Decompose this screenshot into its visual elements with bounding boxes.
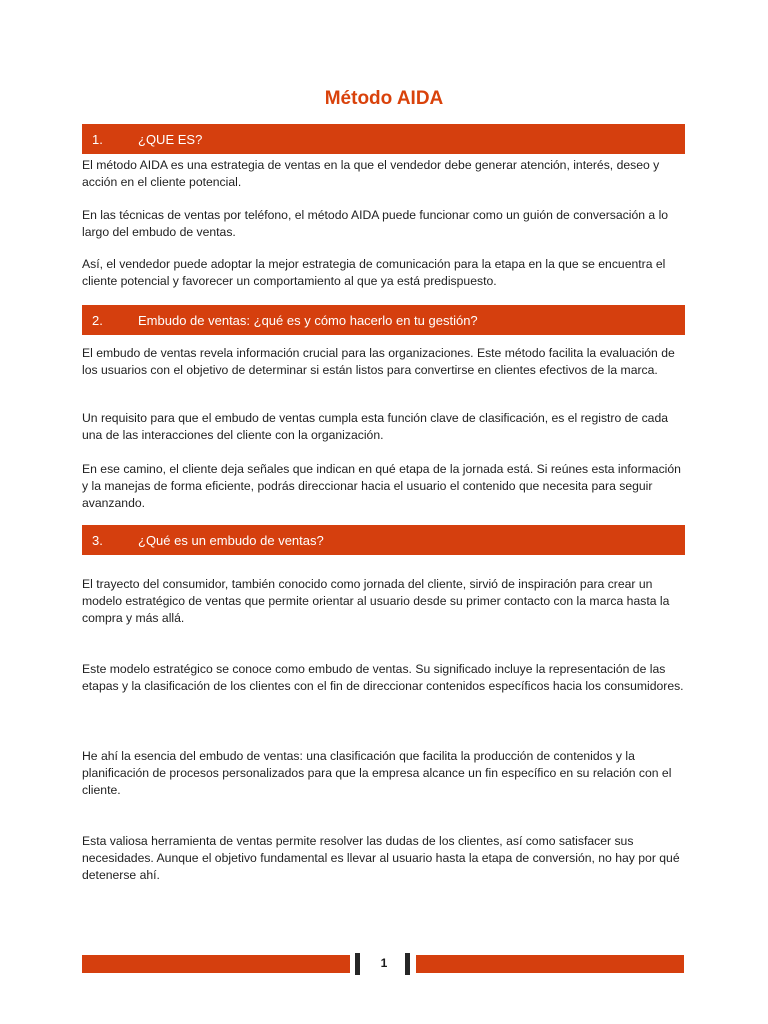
- paragraph: Esta valiosa herramienta de ventas permite resolver las dudas de los clientes, así como satisfacer sus necesidades. Aunque el objetivo fundamental es llevar al usuario hasta la etapa de conversión, no hay por qué detenerse ahí.: [82, 834, 680, 882]
- section-heading: Embudo de ventas: ¿qué es y cómo hacerlo en tu gestión?: [138, 312, 478, 328]
- paragraph: He ahí la esencia del embudo de ventas: una clasificación que facilita la producción de contenidos y la planificación de procesos personalizados para que la empresa alcance un fin específico en su relación con el cliente.: [82, 749, 672, 797]
- section-header-3: [82, 525, 685, 555]
- footer-divider-right: [405, 953, 410, 975]
- footer-divider-left: [355, 953, 360, 975]
- section-number: 2.: [92, 312, 103, 328]
- paragraph: Este modelo estratégico se conoce como embudo de ventas. Su significado incluye la representación de las etapas y la clasificación de los clientes con el fin de direccionar contenidos específicos hacia los consumidores.: [82, 662, 684, 693]
- paragraph: El embudo de ventas revela información crucial para las organizaciones. Este método facilita la evaluación de los usuarios con el objetivo de determinar si están listos para convertirse en clientes efectivos de la marca.: [82, 346, 675, 377]
- section-heading: ¿Qué es un embudo de ventas?: [138, 532, 324, 548]
- footer-bar-left: [82, 955, 350, 973]
- paragraph: En las técnicas de ventas por teléfono, el método AIDA puede funcionar como un guión de conversación a lo largo del embudo de ventas.: [82, 208, 669, 239]
- paragraph: En ese camino, el cliente deja señales que indican en qué etapa de la jornada está. Si reúnes esta información y la manejas de forma eficiente, podrás direccionar hacia el usuario el contenido que necesita para seguir avanzando.: [82, 462, 681, 510]
- section-heading: ¿QUE ES?: [138, 131, 203, 147]
- paragraph: El método AIDA es una estrategia de ventas en la que el vendedor debe generar atención, interés, deseo y acción en el cliente potencial.: [82, 158, 660, 189]
- paragraph: El trayecto del consumidor, también conocido como jornada del cliente, sirvió de inspiración para crear un modelo estratégico de ventas que permite orientar al usuario desde su primer contacto con la marca hasta la compra y más allá.: [82, 577, 670, 625]
- document-title: Método AIDA: [324, 88, 444, 109]
- section-number: 3.: [92, 532, 103, 548]
- paragraph: Un requisito para que el embudo de ventas cumpla esta función clave de clasificación, es el registro de cada una de las interacciones del cliente con la organización.: [82, 411, 669, 442]
- section-header-2: [82, 305, 685, 335]
- section-number: 1.: [92, 131, 103, 147]
- page-number: 1: [380, 956, 388, 970]
- section-header-1: [82, 124, 685, 154]
- footer-bar-right: [416, 955, 684, 973]
- paragraph: Así, el vendedor puede adoptar la mejor estrategia de comunicación para la etapa en la que se encuentra el cliente potencial y favorecer un comportamiento al que ya está predispuesto.: [82, 257, 666, 288]
